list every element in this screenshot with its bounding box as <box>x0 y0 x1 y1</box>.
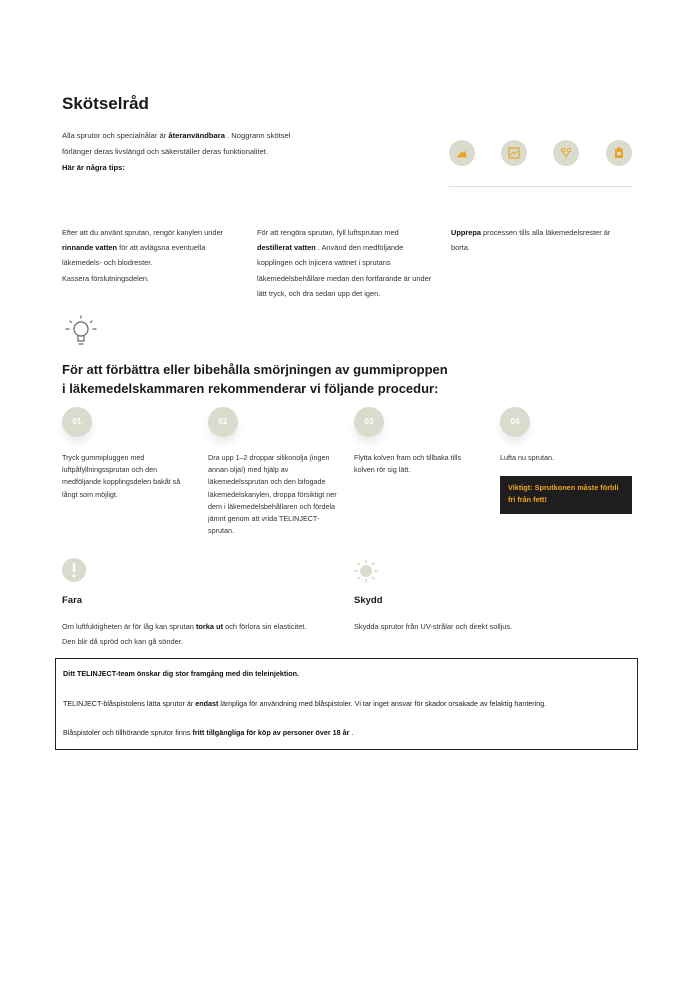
intro-part: . Noggrann skötsel förlänger deras livslängd och säkerställer deras funktionalitet. <box>62 131 291 156</box>
danger-title: Fara <box>62 595 83 606</box>
tip-text: Kassera förslutningsdelen. <box>62 273 150 283</box>
sun-icon <box>353 558 379 584</box>
tool-icon <box>449 140 475 166</box>
tip-text: Efter att du använt sprutan, rengör kanylen under <box>62 228 224 237</box>
notice-bold: fritt tillgängliga för köp av personer över 18 år <box>192 728 350 737</box>
notice-part: Blåspistoler och tillhörande sprutor finns <box>63 728 193 737</box>
step-text: Tryck gummipluggen med luftpåfyllningssprutan och den medföljande kopplingsdelen bakåt så långt som möjligt. <box>62 453 181 499</box>
important-note: Viktigt: Sprutkonen måste förbli fri från fett! <box>500 476 632 514</box>
notice-line-3 <box>63 728 353 737</box>
tips-heading: Här är några tips: <box>62 163 125 172</box>
notice-part: . <box>349 728 354 737</box>
danger-bold: torka ut <box>195 622 224 631</box>
tip-1 <box>62 225 247 286</box>
notice-bold: endast <box>195 699 219 708</box>
danger-part: och förlora sin elasticitet. Den blir då spröd och kan gå sönder. <box>62 622 307 646</box>
step-number: 01 <box>62 407 92 437</box>
tip-2 <box>257 225 435 301</box>
step-text: Flytta kolven fram och tillbaka tills kolven rör sig lätt. <box>354 453 462 475</box>
danger-text <box>62 619 312 649</box>
notice-box <box>55 658 638 750</box>
tip-text: processen tills alla läkemedelsrester är borta. <box>451 228 611 253</box>
step-text: Dra upp 1–2 droppar silikonolja (ingen annan olja!) med hjälp av läkemedelssprutan och den bifogade läkemedelskanylen, droppa försiktigt ner dem i läkemedelsbehållaren och fördela jämnt genom att vrida TELINJECT-sprutan. <box>208 453 337 536</box>
connector-icon <box>553 140 579 166</box>
care-icons <box>449 140 632 187</box>
page-title: Skötselråd <box>62 94 149 113</box>
image-icon <box>501 140 527 166</box>
step-number: 04 <box>500 407 530 437</box>
tip-text: För att rengöra sprutan, fyll luftsprutan med <box>257 228 399 237</box>
tip-bold: destillerat vatten <box>257 243 316 253</box>
step-number: 02 <box>208 407 238 437</box>
intro-part: Alla sprutor och specialnålar är <box>62 131 169 140</box>
notice-line-1 <box>63 669 299 678</box>
protect-title: Skydd <box>354 595 383 606</box>
warning-icon <box>62 558 86 582</box>
intro-text <box>62 128 312 176</box>
intro-bold: återanvändbara <box>168 131 225 140</box>
procedure-heading: För att förbättra eller bibehålla smörjningen av gummiproppen i läkemedelskammaren rekommenderar vi följande procedur: <box>62 362 448 396</box>
tip-3 <box>451 225 631 255</box>
step-text: Lufta nu sprutan. <box>500 453 554 462</box>
tip-bold: rinnande vatten <box>62 243 118 253</box>
step-number: 03 <box>354 407 384 437</box>
notice-bold: Ditt TELINJECT-team önskar dig stor framgång med din teleinjektion. <box>63 669 300 678</box>
tip-text: för att avlägsna eventuella läkemedels- och blodrester. <box>62 243 206 268</box>
notice-part: lämpliga för användning med blåspistoler. Vi tar inget ansvar för skador orsakade av felaktig hantering. <box>218 699 547 708</box>
notice-part: TELINJECT-blåspistolens lätta sprutor är <box>63 699 196 708</box>
tip-text: . Använd den medföljande kopplingen och injicera vattnet i sprutans läkemedelsbehållare medan den fortfarande är under lätt tryck, och dra sedan upp det igen. <box>257 243 432 298</box>
tip-bold: Upprepa <box>451 228 481 237</box>
danger-part: Om luftfuktigheten är för låg kan sprutan <box>62 622 196 631</box>
lightbulb-icon <box>62 313 100 347</box>
protect-text: Skydda sprutor från UV-strålar och direkt solljus. <box>354 622 513 631</box>
container-icon <box>606 140 632 166</box>
notice-line-2 <box>63 699 546 708</box>
